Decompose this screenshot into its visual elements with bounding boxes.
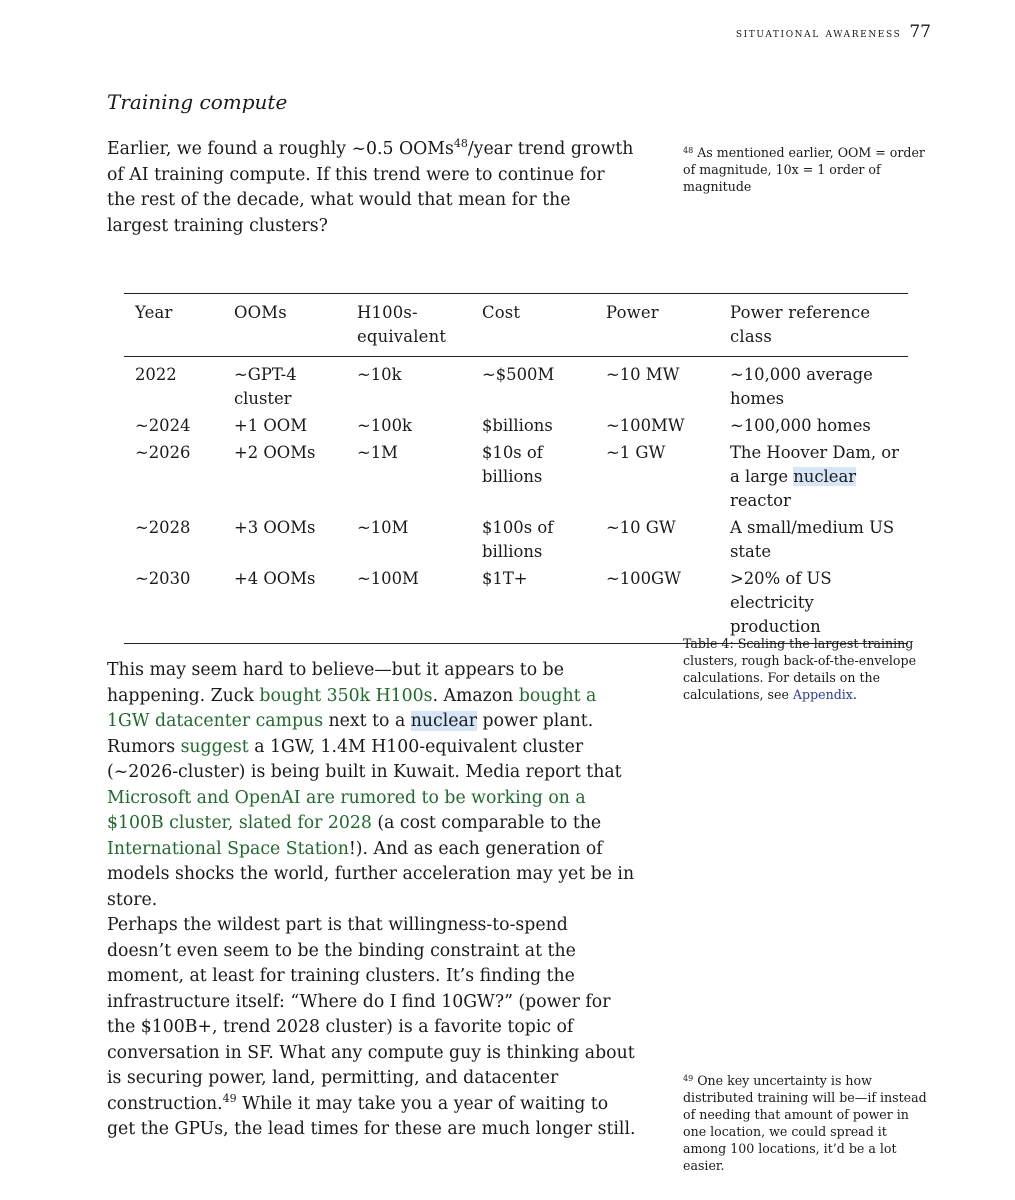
cell-ooms: +1 OOM	[234, 416, 308, 435]
highlighted-word: nuclear	[793, 467, 857, 486]
col-header-year: Year	[135, 303, 173, 322]
table-row	[124, 438, 908, 513]
cell-ooms: +4 OOMs	[234, 569, 316, 588]
footnote-ref-49[interactable]: 49	[222, 1091, 237, 1105]
link-space-station[interactable]: International Space Station	[107, 838, 349, 859]
cell-power: ~100MW	[606, 416, 685, 435]
cell-year: ~2026	[135, 443, 191, 462]
link-rumors-suggest[interactable]: suggest	[180, 736, 249, 757]
table-header-row	[124, 294, 908, 357]
scaling-table	[124, 293, 908, 644]
paragraph-intro: Earlier, we found a roughly ~0.5 OOMs$^{48}$/year trend growth of AI training compute. If this trend were to continue for the rest of the decade, what would that mean for the largest training clusters?	[107, 137, 634, 236]
cell-reference: ~100,000 homes	[730, 416, 871, 435]
cell-power: ~100GW	[606, 569, 681, 588]
table-row	[124, 357, 908, 412]
running-header	[736, 22, 931, 42]
cell-h100s: ~100k	[357, 416, 412, 435]
cell-ooms: +2 OOMs	[234, 443, 316, 462]
table-row	[124, 564, 908, 644]
cell-cost: $1T+	[482, 569, 528, 588]
cell-cost: ~$500M	[482, 365, 555, 384]
cell-year: 2022	[135, 365, 177, 384]
table-row	[124, 411, 908, 438]
cell-reference: The Hoover Dam, or a large nuclear reactor	[730, 443, 900, 510]
cell-power: ~1 GW	[606, 443, 666, 462]
section-title: Training compute	[107, 90, 288, 114]
cell-reference: >20% of US electricity production	[730, 569, 832, 636]
table-row	[124, 513, 908, 564]
cell-power: ~10 GW	[606, 518, 676, 537]
page-number: 77	[909, 22, 931, 42]
running-title: situational awareness	[735, 26, 902, 41]
link-amazon-campus[interactable]: bought a 1GW datacenter campus	[107, 685, 597, 731]
cell-cost: $10s of billions	[482, 443, 543, 486]
highlighted-word: nuclear	[410, 711, 478, 731]
cell-ooms: +3 OOMs	[234, 518, 316, 537]
cell-year: ~2030	[135, 569, 191, 588]
footnote-48: $^{48}$ As mentioned earlier, OOM = order of magnitude, 10x = 1 order of magnitude	[683, 145, 925, 194]
paragraph-constraints: Perhaps the wildest part is that willingness-to-spend doesn’t even seem to be the binding constraint at the moment, at least for training clusters. It’s finding the infrastructure itself: “Where do I find 10GW?” (power for the $100B+, trend 2028 cluster) is a favorite topic of conversation in SF. What any compute guy is thinking about is securing power, land, permitting, and datacenter construction.$^{49}$ While it may take you a year of waiting to get the GPUs, the lead times for these are much longer still.	[107, 915, 636, 1139]
appendix-link[interactable]: Appendix	[792, 687, 853, 702]
col-header-cost: Cost	[482, 303, 521, 322]
link-zuck-h100s[interactable]: bought 350k H100s	[259, 685, 433, 706]
cell-h100s: ~100M	[357, 569, 419, 588]
link-microsoft-openai[interactable]: Microsoft and OpenAI are rumored to be working on a $100B cluster, slated for 2028	[107, 787, 586, 833]
cell-year: ~2024	[135, 416, 191, 435]
footnote-49: $^{49}$ One key uncertainty is how distributed training will be—if instead of needing that amount of power in one location, we could spread it among 100 locations, it’d be a lot easier.	[683, 1073, 927, 1173]
cell-cost: $100s of billions	[482, 518, 554, 561]
col-header-reference: Power reference class	[730, 303, 871, 346]
cell-h100s: ~10M	[357, 518, 409, 537]
cell-year: ~2028	[135, 518, 191, 537]
cell-ooms: ~GPT-4 cluster	[234, 365, 297, 408]
cell-h100s: ~10k	[357, 365, 402, 384]
paragraph-evidence: This may seem hard to believe—but it appears to be happening. Zuck bought 350k H100s. Amazon bought a 1GW datacenter campus next to a nuclear power plant. Rumors suggest a 1GW, 1.4M H100-equivalent cluster (~2026-cluster) is being built in Kuwait. Media report that Microsoft and OpenAI are rumored to be working on a $100B cluster, slated for 2028 (a cost comparable to the International Space Station!). And as each generation of models shocks the world, further acceleration may yet be in store.	[107, 660, 635, 910]
col-header-h100s: H100s-equivalent	[357, 303, 447, 346]
col-header-power: Power	[606, 303, 659, 322]
cell-reference: ~10,000 average homes	[730, 365, 873, 408]
cell-cost: $billions	[482, 416, 553, 435]
table-caption: Table 4: Scaling the largest training clusters, rough back-of-the-envelope calculations. For details on the calculations, see Appendix.	[683, 636, 917, 702]
col-header-ooms: OOMs	[234, 303, 287, 322]
cell-power: ~10 MW	[606, 365, 680, 384]
cell-reference: A small/medium US state	[730, 518, 895, 561]
cell-h100s: ~1M	[357, 443, 398, 462]
footnote-ref-48[interactable]: 48	[453, 137, 468, 151]
